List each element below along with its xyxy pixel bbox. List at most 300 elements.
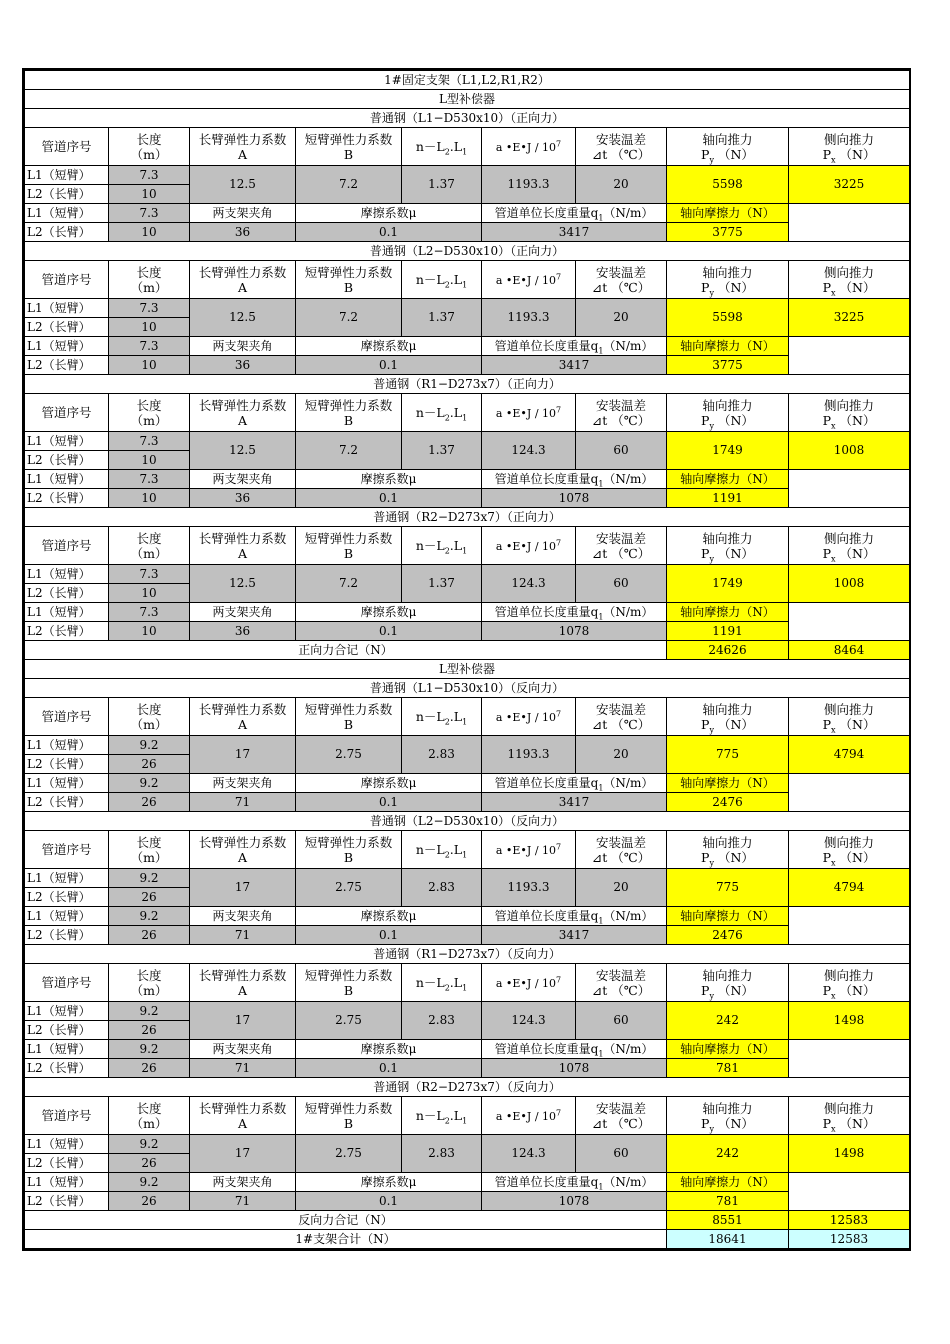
l2-length: 26 (109, 1192, 190, 1211)
label-text: ⊿t （℃） (591, 982, 651, 998)
subscript: y (709, 288, 714, 297)
subscript: 2 (444, 280, 450, 290)
header-lateral (789, 527, 910, 565)
weight-value: 1078 (482, 622, 667, 641)
label-text: 长度 (136, 701, 162, 717)
label-text: ⊿t （℃） (591, 279, 651, 295)
label-text: 侧向推力 (824, 967, 875, 983)
axial-friction-value: 1191 (667, 489, 789, 508)
coef-a: 17 (190, 1002, 296, 1040)
n-value: 2.83 (402, 1135, 482, 1173)
label-text: A (237, 849, 248, 865)
label-text: （N/m） (603, 1041, 654, 1056)
weight-label (482, 337, 667, 356)
subscript: y (709, 858, 714, 867)
friction-label: 摩擦系数μ (296, 774, 482, 793)
label-text: n－L (415, 272, 445, 287)
subscript: 1 (598, 345, 604, 355)
table-row (25, 812, 910, 831)
label-text: n－L (415, 139, 445, 154)
label-text: 安装温差 (595, 264, 646, 280)
header-long-coef (190, 698, 296, 736)
table-row (25, 698, 910, 736)
ej-value: 1193.3 (482, 299, 576, 337)
header-n (402, 698, 482, 736)
label-text: 轴向推力 (702, 530, 753, 546)
grand-total-axial: 18641 (667, 1230, 789, 1249)
label-text: .L (449, 405, 463, 420)
label-text: ⊿t （℃） (591, 849, 651, 865)
table-row (25, 204, 910, 223)
header-lateral (789, 261, 910, 299)
table-row (25, 679, 910, 698)
label-text: 长度 (136, 967, 162, 983)
temp-diff: 20 (576, 736, 667, 774)
label-text: 长臂弹性力系数 (198, 131, 287, 147)
subscript: 2 (444, 147, 450, 157)
axial-friction-label: 轴向摩擦力（N） (667, 774, 789, 793)
label-text: 安装温差 (595, 530, 646, 546)
superscript: 7 (556, 708, 562, 718)
label-text: 管道单位长度重量q (494, 471, 599, 486)
table-row (25, 736, 910, 755)
header-ej (482, 1097, 576, 1135)
table-row (25, 337, 910, 356)
row-label-l2: L2（长臂） (25, 755, 109, 774)
label-text: 轴向推力 (702, 1100, 753, 1116)
row-label-l1: L1（短臂） (25, 470, 109, 489)
label-text: （m） (130, 716, 168, 732)
row-label-l1: L1（短臂） (25, 736, 109, 755)
friction-value: 0.1 (296, 1192, 482, 1211)
coef-b: 2.75 (296, 869, 402, 907)
block-title: 普通钢（R2−D273x7）（反向力） (25, 1078, 910, 1097)
subscript: y (709, 725, 714, 734)
label-text: 侧向推力 (824, 701, 875, 717)
subscript: 1 (462, 280, 468, 290)
superscript: 7 (556, 138, 562, 148)
header-pipe-no (25, 261, 109, 299)
axial-thrust: 242 (667, 1135, 789, 1173)
label-text: （N/m） (603, 775, 654, 790)
block-title: 普通钢（L2−D530x10）（反向力） (25, 812, 910, 831)
header-axial (667, 261, 789, 299)
label-text: n－L (415, 975, 445, 990)
label-text: A (237, 545, 248, 561)
row-label-l2: L2（长臂） (25, 1154, 109, 1173)
axial-thrust: 1749 (667, 565, 789, 603)
label-text: n－L (415, 842, 445, 857)
header-temp (576, 261, 667, 299)
label-text: （N） (717, 545, 754, 561)
label-text: （N/m） (603, 604, 654, 619)
header-long-coef (190, 831, 296, 869)
label-text: 侧向推力 (824, 530, 875, 546)
header-axial (667, 964, 789, 1002)
table-row (25, 90, 910, 109)
label-text: 轴向推力 (702, 131, 753, 147)
label-text: （N） (717, 849, 754, 865)
label-text: （m） (130, 982, 168, 998)
ej-value: 1193.3 (482, 869, 576, 907)
header-temp (576, 1097, 667, 1135)
coef-b: 7.2 (296, 432, 402, 470)
label-text: B (343, 545, 354, 561)
header-lateral (789, 831, 910, 869)
subscript: 1 (598, 1181, 604, 1191)
label-text: P (701, 279, 710, 295)
n-value: 2.83 (402, 736, 482, 774)
l1-length: 7.3 (109, 166, 190, 185)
label-text: （N/m） (603, 471, 654, 486)
group-title: L型补偿器 (25, 660, 910, 679)
coef-a: 17 (190, 1135, 296, 1173)
blank-cell (789, 907, 910, 945)
label-text: （N） (839, 1115, 876, 1131)
friction-label: 摩擦系数μ (296, 1040, 482, 1059)
n-value: 1.37 (402, 299, 482, 337)
temp-diff: 60 (576, 1002, 667, 1040)
header-short-coef (296, 527, 402, 565)
block-title: 普通钢（L2−D530x10）（正向力） (25, 242, 910, 261)
header-n (402, 261, 482, 299)
angle-label: 两支架夹角 (190, 337, 296, 356)
ej-value: 124.3 (482, 1002, 576, 1040)
l1-length: 7.3 (109, 565, 190, 584)
superscript: 7 (556, 841, 562, 851)
header-long-coef (190, 964, 296, 1002)
table-row (25, 109, 910, 128)
row-label-l2: L2（长臂） (25, 1021, 109, 1040)
header-length (109, 964, 190, 1002)
coef-a: 12.5 (190, 299, 296, 337)
header-long-coef (190, 261, 296, 299)
label-text: P (701, 412, 710, 428)
label-text: （N） (839, 545, 876, 561)
label-text: （m） (130, 849, 168, 865)
row-label-l1: L1（短臂） (25, 432, 109, 451)
l1-length: 9.2 (109, 1002, 190, 1021)
label-text: B (343, 1115, 354, 1131)
subtotal-axial: 24626 (667, 641, 789, 660)
table-row (25, 470, 910, 489)
weight-label (482, 1040, 667, 1059)
table-row (25, 831, 910, 869)
l1-length: 9.2 (109, 774, 190, 793)
label-text: 长臂弹性力系数 (198, 264, 287, 280)
label-text: 长臂弹性力系数 (198, 701, 287, 717)
subscript: 1 (462, 1116, 468, 1126)
l2-length: 10 (109, 489, 190, 508)
label-text: n－L (415, 405, 445, 420)
blank-cell (789, 1173, 910, 1211)
angle-value: 71 (190, 1059, 296, 1078)
header-length (109, 527, 190, 565)
label-text: A (237, 412, 248, 428)
row-label-l1: L1（短臂） (25, 1002, 109, 1021)
table-row (25, 1135, 910, 1154)
table-row (25, 375, 910, 394)
row-label-l1: L1（短臂） (25, 166, 109, 185)
row-label-l2: L2（长臂） (25, 584, 109, 603)
superscript: 7 (556, 271, 562, 281)
header-ej (482, 527, 576, 565)
header-length (109, 698, 190, 736)
table-row (25, 660, 910, 679)
subscript: x (831, 421, 836, 430)
weight-value: 1078 (482, 489, 667, 508)
subscript: y (709, 1124, 714, 1133)
subtotal-axial: 8551 (667, 1211, 789, 1230)
label-text: 管道序号 (41, 139, 92, 154)
label-text: P (701, 849, 710, 865)
angle-value: 36 (190, 356, 296, 375)
subscript: y (709, 554, 714, 563)
label-text: P (822, 279, 831, 295)
table-row (25, 356, 910, 375)
table-row (25, 489, 910, 508)
label-text: .L (449, 1108, 463, 1123)
label-text: 侧向推力 (824, 264, 875, 280)
block-title: 普通钢（R1−D273x7）（反向力） (25, 945, 910, 964)
label-text: 管道序号 (41, 1108, 92, 1123)
angle-label: 两支架夹角 (190, 603, 296, 622)
header-n (402, 394, 482, 432)
block-title: 普通钢（R1−D273x7）（正向力） (25, 375, 910, 394)
label-text: 管道单位长度重量q (494, 205, 599, 220)
header-ej (482, 261, 576, 299)
friction-value: 0.1 (296, 356, 482, 375)
row-label-l1: L1（短臂） (25, 299, 109, 318)
label-text: （N/m） (603, 205, 654, 220)
weight-value: 3417 (482, 793, 667, 812)
subscript: 1 (462, 413, 468, 423)
friction-value: 0.1 (296, 793, 482, 812)
header-axial (667, 527, 789, 565)
subscript: 1 (462, 717, 468, 727)
l2-length: 26 (109, 1059, 190, 1078)
subscript: 1 (598, 212, 604, 222)
n-value: 2.83 (402, 1002, 482, 1040)
header-temp (576, 527, 667, 565)
header-ej (482, 698, 576, 736)
label-text: （N） (839, 412, 876, 428)
row-label-l1: L1（短臂） (25, 565, 109, 584)
lateral-thrust: 4794 (789, 869, 910, 907)
blank-cell (789, 337, 910, 375)
label-text: 长度 (136, 834, 162, 850)
label-text: .L (449, 842, 463, 857)
label-text: B (343, 279, 354, 295)
friction-label: 摩擦系数μ (296, 603, 482, 622)
friction-value: 0.1 (296, 622, 482, 641)
label-text: ⊿t （℃） (591, 146, 651, 162)
header-ej (482, 964, 576, 1002)
l2-length: 10 (109, 356, 190, 375)
temp-diff: 60 (576, 432, 667, 470)
table-row (25, 1173, 910, 1192)
label-text: （N） (839, 279, 876, 295)
label-text: （m） (130, 412, 168, 428)
header-short-coef (296, 831, 402, 869)
subscript: y (709, 421, 714, 430)
axial-friction-value: 2476 (667, 793, 789, 812)
label-text: A (237, 1115, 248, 1131)
table-row (25, 1040, 910, 1059)
weight-value: 1078 (482, 1059, 667, 1078)
label-text: 管道单位长度重量q (494, 775, 599, 790)
label-text: （N） (839, 146, 876, 162)
row-label-l1: L1（短臂） (25, 774, 109, 793)
l2-length: 10 (109, 185, 190, 204)
header-long-coef (190, 128, 296, 166)
ej-value: 124.3 (482, 432, 576, 470)
table-row (25, 394, 910, 432)
header-length (109, 831, 190, 869)
label-text: P (822, 982, 831, 998)
label-text: P (822, 849, 831, 865)
label-text: 侧向推力 (824, 1100, 875, 1116)
header-pipe-no (25, 964, 109, 1002)
header-short-coef (296, 394, 402, 432)
label-text: n－L (415, 709, 445, 724)
label-text: a •E•J / 10 (495, 710, 557, 724)
table-row (25, 964, 910, 1002)
label-text: 长臂弹性力系数 (198, 397, 287, 413)
block-title: 普通钢（L1−D530x10）（正向力） (25, 109, 910, 128)
header-pipe-no (25, 527, 109, 565)
label-text: P (701, 146, 710, 162)
label-text: 管道单位长度重量q (494, 604, 599, 619)
superscript: 7 (556, 1107, 562, 1117)
l2-length: 10 (109, 223, 190, 242)
row-label-l2: L2（长臂） (25, 185, 109, 204)
lateral-thrust: 1498 (789, 1135, 910, 1173)
axial-thrust: 242 (667, 1002, 789, 1040)
axial-friction-label: 轴向摩擦力（N） (667, 1173, 789, 1192)
l1-length: 9.2 (109, 907, 190, 926)
subtotal-label: 反向力合记（N） (25, 1211, 667, 1230)
label-text: 安装温差 (595, 701, 646, 717)
subscript: 1 (598, 782, 604, 792)
angle-value: 36 (190, 622, 296, 641)
blank-cell (789, 603, 910, 641)
label-text: 短臂弹性力系数 (304, 264, 393, 280)
table-row (25, 299, 910, 318)
table-row (25, 508, 910, 527)
label-text: P (701, 545, 710, 561)
label-text: 安装温差 (595, 131, 646, 147)
row-label-l1: L1（短臂） (25, 869, 109, 888)
axial-friction-value: 781 (667, 1192, 789, 1211)
header-lateral (789, 698, 910, 736)
header-temp (576, 394, 667, 432)
header-long-coef (190, 1097, 296, 1135)
n-value: 2.83 (402, 869, 482, 907)
header-short-coef (296, 964, 402, 1002)
label-text: 短臂弹性力系数 (304, 834, 393, 850)
weight-label (482, 907, 667, 926)
table-row (25, 869, 910, 888)
label-text: （N/m） (603, 338, 654, 353)
table-row (25, 641, 910, 660)
label-text: （N） (839, 982, 876, 998)
subscript: 1 (598, 1048, 604, 1058)
axial-thrust: 775 (667, 736, 789, 774)
header-length (109, 1097, 190, 1135)
label-text: B (343, 849, 354, 865)
label-text: 管道序号 (41, 538, 92, 553)
row-label-l1: L1（短臂） (25, 1173, 109, 1192)
axial-friction-label: 轴向摩擦力（N） (667, 1040, 789, 1059)
temp-diff: 20 (576, 299, 667, 337)
angle-value: 36 (190, 223, 296, 242)
subtotal-lateral: 12583 (789, 1211, 910, 1230)
label-text: 短臂弹性力系数 (304, 131, 393, 147)
label-text: .L (449, 139, 463, 154)
header-ej (482, 831, 576, 869)
label-text: （m） (130, 1115, 168, 1131)
subscript: x (831, 1124, 836, 1133)
coef-b: 2.75 (296, 1002, 402, 1040)
axial-friction-value: 2476 (667, 926, 789, 945)
header-long-coef (190, 394, 296, 432)
axial-friction-value: 781 (667, 1059, 789, 1078)
table-row (25, 1059, 910, 1078)
subscript: 1 (462, 983, 468, 993)
temp-diff: 60 (576, 565, 667, 603)
l1-length: 7.3 (109, 432, 190, 451)
table-row (25, 1192, 910, 1211)
table-row (25, 622, 910, 641)
label-text: 侧向推力 (824, 397, 875, 413)
label-text: 短臂弹性力系数 (304, 967, 393, 983)
header-length (109, 394, 190, 432)
grand-total-lateral: 12583 (789, 1230, 910, 1249)
row-label-l2: L2（长臂） (25, 793, 109, 812)
coef-b: 7.2 (296, 166, 402, 204)
label-text: （N） (839, 849, 876, 865)
label-text: 管道序号 (41, 272, 92, 287)
header-axial (667, 1097, 789, 1135)
label-text: （N） (717, 1115, 754, 1131)
label-text: .L (449, 272, 463, 287)
header-lateral (789, 128, 910, 166)
subscript: x (831, 858, 836, 867)
header-n (402, 964, 482, 1002)
row-label-l2: L2（长臂） (25, 1192, 109, 1211)
label-text: a •E•J / 10 (495, 140, 557, 154)
label-text: （N） (717, 279, 754, 295)
superscript: 7 (556, 974, 562, 984)
label-text: 长臂弹性力系数 (198, 530, 287, 546)
grand-total-label: 1#支架合计（N） (25, 1230, 667, 1249)
angle-label: 两支架夹角 (190, 1040, 296, 1059)
superscript: 7 (556, 537, 562, 547)
subscript: y (709, 991, 714, 1000)
label-text: 长度 (136, 264, 162, 280)
row-label-l1: L1（短臂） (25, 907, 109, 926)
ej-value: 1193.3 (482, 736, 576, 774)
label-text: （m） (130, 279, 168, 295)
subscript: 1 (462, 546, 468, 556)
header-pipe-no (25, 1097, 109, 1135)
row-label-l2: L2（长臂） (25, 451, 109, 470)
header-ej (482, 128, 576, 166)
table-row (25, 1230, 910, 1249)
label-text: 短臂弹性力系数 (304, 1100, 393, 1116)
table-row (25, 565, 910, 584)
